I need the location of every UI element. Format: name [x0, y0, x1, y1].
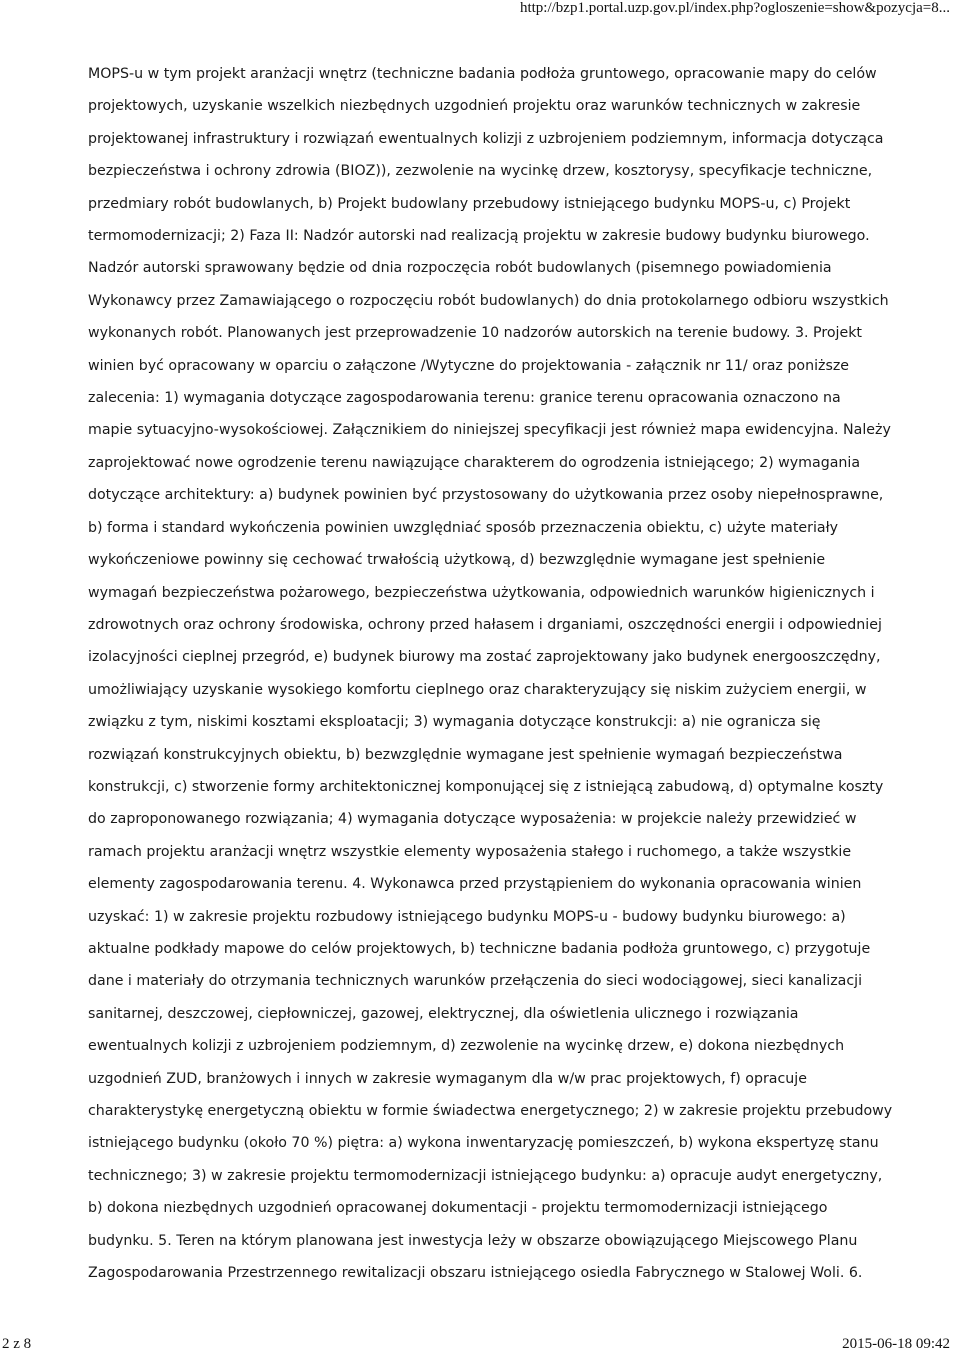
text-line: winien być opracowany w oparciu o załączone /Wytyczne do projektowania - załącznik nr 11/ oraz poniższe [88, 357, 850, 374]
text-line: sanitarnej, deszczowej, ciepłowniczej, gazowej, elektrycznej, dla oświetlenia ulicznego i rozwiązania [88, 1005, 799, 1022]
text-line: konstrukcji, c) stworzenie formy architektonicznej komponującej się z istniejącą zabudową, d) optymalne koszty [88, 778, 884, 795]
text-line: zaprojektować nowe ogrodzenie terenu nawiązujące charakterem do ogrodzenia istniejącego; 2) wymagania [88, 454, 861, 471]
text-line: wykonanych robót. Planowanych jest przeprowadzenie 10 nadzorów autorskich na terenie budowy. 3. Projekt [88, 325, 862, 342]
text-line: wymagań bezpieczeństwa pożarowego, bezpieczeństwa użytkowania, odpowiednich warunków higienicznych i [88, 584, 875, 601]
text-line: b) dokona niezbędnych uzgodnień opracowanej dokumentacji - projektu termomodernizacji istniejącego [88, 1200, 828, 1217]
text-line: istniejącego budynku (około 70 %) piętra: a) wykona inwentaryzację pomieszczeń, b) wykona ekspertyzę stanu [88, 1135, 879, 1152]
text-line: uzyskać: 1) w zakresie projektu rozbudowy istniejącego budynku MOPS-u - budowy budynku biurowego: a) [88, 908, 846, 925]
text-line: przedmiary robót budowlanych, b) Projekt budowlany przebudowy istniejącego budynku MOPS-u, c) Projekt [88, 195, 851, 212]
text-line: uzgodnień ZUD, branżowych i innych w zakresie wymaganym dla w/w prac projektowych, f) opracuje [88, 1070, 807, 1087]
text-line: MOPS-u w tym projekt aranżacji wnętrz (techniczne badania podłoża gruntowego, opracowanie mapy do celów [88, 66, 877, 82]
text-line: budynku. 5. Teren na którym planowana jest inwestycja leży w obszarze obowiązującego Miejscowego Planu [88, 1232, 858, 1249]
text-line: mapie sytuacyjno-wysokościowej. Załącznikiem do niniejszej specyfikacji jest również mapa ewidencyjna. Należy [88, 422, 891, 439]
document-body [88, 58, 900, 1289]
text-line: rozwiązań konstrukcyjnych obiektu, b) bezwzględnie wymagane jest spełnienie wymagań bezpieczeństwa [88, 746, 843, 763]
page-url: http://bzp1.portal.uzp.gov.pl/index.php?ogloszenie=show&pozycja=8... [519, 0, 950, 16]
text-line: związku z tym, niskimi kosztami eksploatacji; 3) wymagania dotyczące konstrukcji: a) nie ogranicza się [88, 714, 821, 731]
text-line: umożliwiający uzyskanie wysokiego komfortu cieplnego oraz charakteryzujący się niskim zużyciem energii, w [88, 681, 867, 698]
text-line: dotyczące architektury: a) budynek powinien być przystosowany do użytkowania przez osoby niepełnosprawne, [88, 487, 884, 504]
text-line: Zagospodarowania Przestrzennego rewitalizacji obszaru istniejącego osiedla Fabrycznego w Stalowej Woli. 6. [88, 1265, 863, 1282]
text-line: dane i materiały do otrzymania technicznych warunków przełączenia do sieci wodociągowej, sieci kanalizacji [88, 973, 863, 990]
text-line: projektowanej infrastruktury i rozwiązań ewentualnych kolizji z uzbrojeniem podziemnym, informacja dotycząca [88, 130, 884, 147]
text-line: bezpieczeństwa i ochrony zdrowia (BIOZ)), zezwolenie na wycinkę drzew, kosztorysy, specyfikacje techniczne, [88, 163, 873, 180]
text-line: charakterystykę energetyczną obiektu w formie świadectwa energetycznego; 2) w zakresie projektu przebudowy [88, 1103, 893, 1119]
text-line: technicznego; 3) w zakresie projektu termomodernizacji istniejącego budynku: a) opracuje audyt energetyczny, [88, 1167, 883, 1184]
text-line: ramach projektu aranżacji wnętrz wszystkie elementy wyposażenia stałego i ruchomego, a także wszystkie [88, 843, 852, 860]
text-line: b) forma i standard wykończenia powinien uwzględniać sposób przeznaczenia obiektu, c) użyte materiały [88, 519, 839, 536]
page-number: 2 z 8 [2, 1336, 32, 1352]
text-line: aktualne podkłady mapowe do celów projektowych, b) techniczne badania podłoża gruntowego, c) przygotuje [88, 940, 871, 957]
text-line: projektowych, uzyskanie wszelkich niezbędnych uzgodnień projektu oraz warunków technicznych w zakresie [88, 98, 861, 115]
text-line: ewentualnych kolizji z uzbrojeniem podziemnym, d) zezwolenie na wycinkę drzew, e) dokona niezbędnych [88, 1038, 845, 1055]
print-timestamp: 2015-06-18 09:42 [842, 1336, 950, 1352]
text-line: zalecenia: 1) wymagania dotyczące zagospodarowania terenu: granice terenu opracowania oznaczono na [88, 390, 841, 407]
text-line: zdrowotnych oraz ochrony środowiska, ochrony przed hałasem i drganiami, oszczędności energii i odpowiedniej [88, 616, 882, 633]
text-line: wykończeniowe powinny się cechować trwałością użytkową, d) bezwzględnie wymagane jest spełnienie [88, 552, 826, 569]
text-line: izolacyjności cieplnej przegród, e) budynek biurowy ma zostać zaprojektowany jako budynek energooszczędny, [88, 649, 881, 666]
text-line: Nadzór autorski sprawowany będzie od dnia rozpoczęcia robót budowlanych (pisemnego powiadomienia [88, 260, 832, 277]
text-line: termomodernizacji; 2) Faza II: Nadzór autorski nad realizacją projektu w zakresie budowy budynku biurowego. [88, 228, 870, 245]
text-line: do zaproponowanego rozwiązania; 4) wymagania dotyczące wyposażenia: w projekcie należy przewidzieć w [88, 811, 857, 828]
text-line: elementy zagospodarowania terenu. 4. Wykonawca przed przystąpieniem do wykonania opracowania winien [88, 876, 862, 893]
text-line: Wykonawcy przez Zamawiającego o rozpoczęciu robót budowlanych) do dnia protokolarnego odbioru wszystkich [88, 292, 889, 309]
